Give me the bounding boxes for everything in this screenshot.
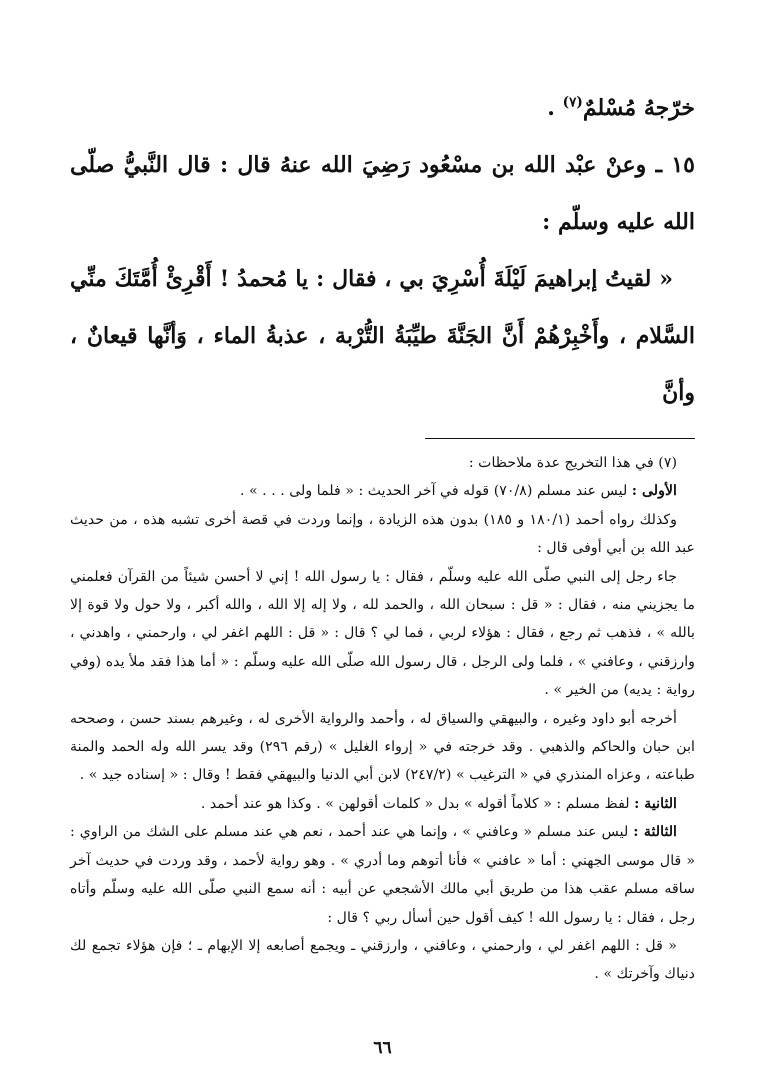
hadith-intro: وعنْ عبْد الله بن مسْعُود رَضِيَ الله عنهُ قال : قال النَّبيُّ صلّى الله عليه وسلّم : [70,152,695,235]
hadith-number: ١٥ ـ [655,152,695,178]
footnote-marker: (٧) [562,94,583,111]
note-3-text: ليس عند مسلم « وعافني » ، وإنما هي عند أحمد ، نعم هي عند مسلم على الشك من الراوي : « قال موسى الجهني : أما « عافني » فأنا أتوهم وما أدري » . وهو رواية لأحمد ، وقد وردت في حديث آخر ساقه مسلم عقب هذا من طريق أبي مالك الأشجعي عن أبيه : أنه سمع النبي صلّى الله عليه وسلّم وأتاه رجل ، فقال : يا رسول الله ! كيف أقول حين أسأل ربي ؟ قال : [70,824,695,926]
footnote-paragraph: أخرجه أبو داود وغيره ، والبيهقي والسياق له ، وأحمد والرواية الأخرى له ، وغيرهم بسند حسن ، وصححه ابن حبان والحاكم والذهبي . وقد خرجته في « إرواء الغليل » (رقم ٢٩٦) وقد يسر الله وله الحمد والمنة طباعته ، وعزاه المنذري في « الترغيب » (٢٤٧/٢) لابن أبي الدنيا والبيهقي فقط ! وقال : « إسناده جيد » . [70,710,695,784]
note-2-label: الثانية : [634,795,677,812]
note-2-text: لفظ مسلم : « كلاماً أقوله » بدل « كلمات أقولهن » . وكذا هو عند أحمد . [200,795,635,812]
page-number: ٦٦ [373,1038,392,1058]
footnote-heading: (٧) في هذا التخريج عدة ملاحظات : [468,455,677,471]
takhrij-text: خرّجهُ مُسْلمٌ [582,95,695,121]
book-page [70,80,695,1070]
takhrij-line [70,80,695,137]
footnote-paragraph: وكذلك رواه أحمد (١٨٠/١ و ١٨٥) بدون هذه الزيادة ، وإنما وردت في قصة أخرى تشبه هذه ، من حديث عبد الله بن أبي أوفى قال : [70,511,695,557]
footnote-note-2 [70,790,695,818]
main-text [70,80,695,422]
footnotes [70,449,695,989]
footnote-divider [425,438,695,439]
note-3-label: الثالثة : [633,824,677,841]
hadith-text: « لقيتُ إبراهيمَ لَيْلَةَ أُسْرِيَ بي ، فقال : يا مُحمدُ ! أَقْرِئْ أُمَّتَكَ منِّي السَّلام ، وأَخْبِرْهُمْ أَنَّ الجَنَّةَ طيِّبَةُ التُّرْبة ، عذبةُ الماء ، وَأنَّها قيعانٌ ، وأنَّ [70,266,695,406]
footnote-quoted-hadith: جاء رجل إلى النبي صلّى الله عليه وسلّم ، فقال : يا رسول الله ! إني لا أحسن شيئاً من القرآن فعلمني ما يجزيني منه ، فقال : « قل : سبحان الله ، والحمد لله ، ولا إله إلا الله ، والله أكبر ، ولا حول ولا قوة إلا بالله » ، فذهب ثم رجع ، فقال : هؤلاء لربي ، فما لي ؟ قال : « قل : اللهم اغفر لي ، وارحمني ، واهدني ، وارزقني ، وعافني » ، فلما ولى الرجل ، قال رسول الله صلّى الله عليه وسلّم : « أما هذا فقد ملأ يده (وفي رواية : يديه) من الخير » . [70,568,695,699]
note-1-label: الأولى : [631,483,677,500]
note-1-text: ليس عند مسلم (٧٠/٨) قوله في آخر الحديث : « فلما ولى . . . » . [239,483,632,500]
footnote-paragraph: « قل : اللهم اغفر لي ، وارحمني ، وعافني ، وارزقني ـ ويجمع أصابعه إلا الإبهام ـ ؛ فإن هؤلاء تجمع لك دنياك وآخرتك » . [70,937,695,983]
takhrij-end: . [547,95,563,121]
hadith-heading [70,137,695,251]
footnote-note-1 [70,477,695,505]
footnote-note-3 [70,818,695,932]
